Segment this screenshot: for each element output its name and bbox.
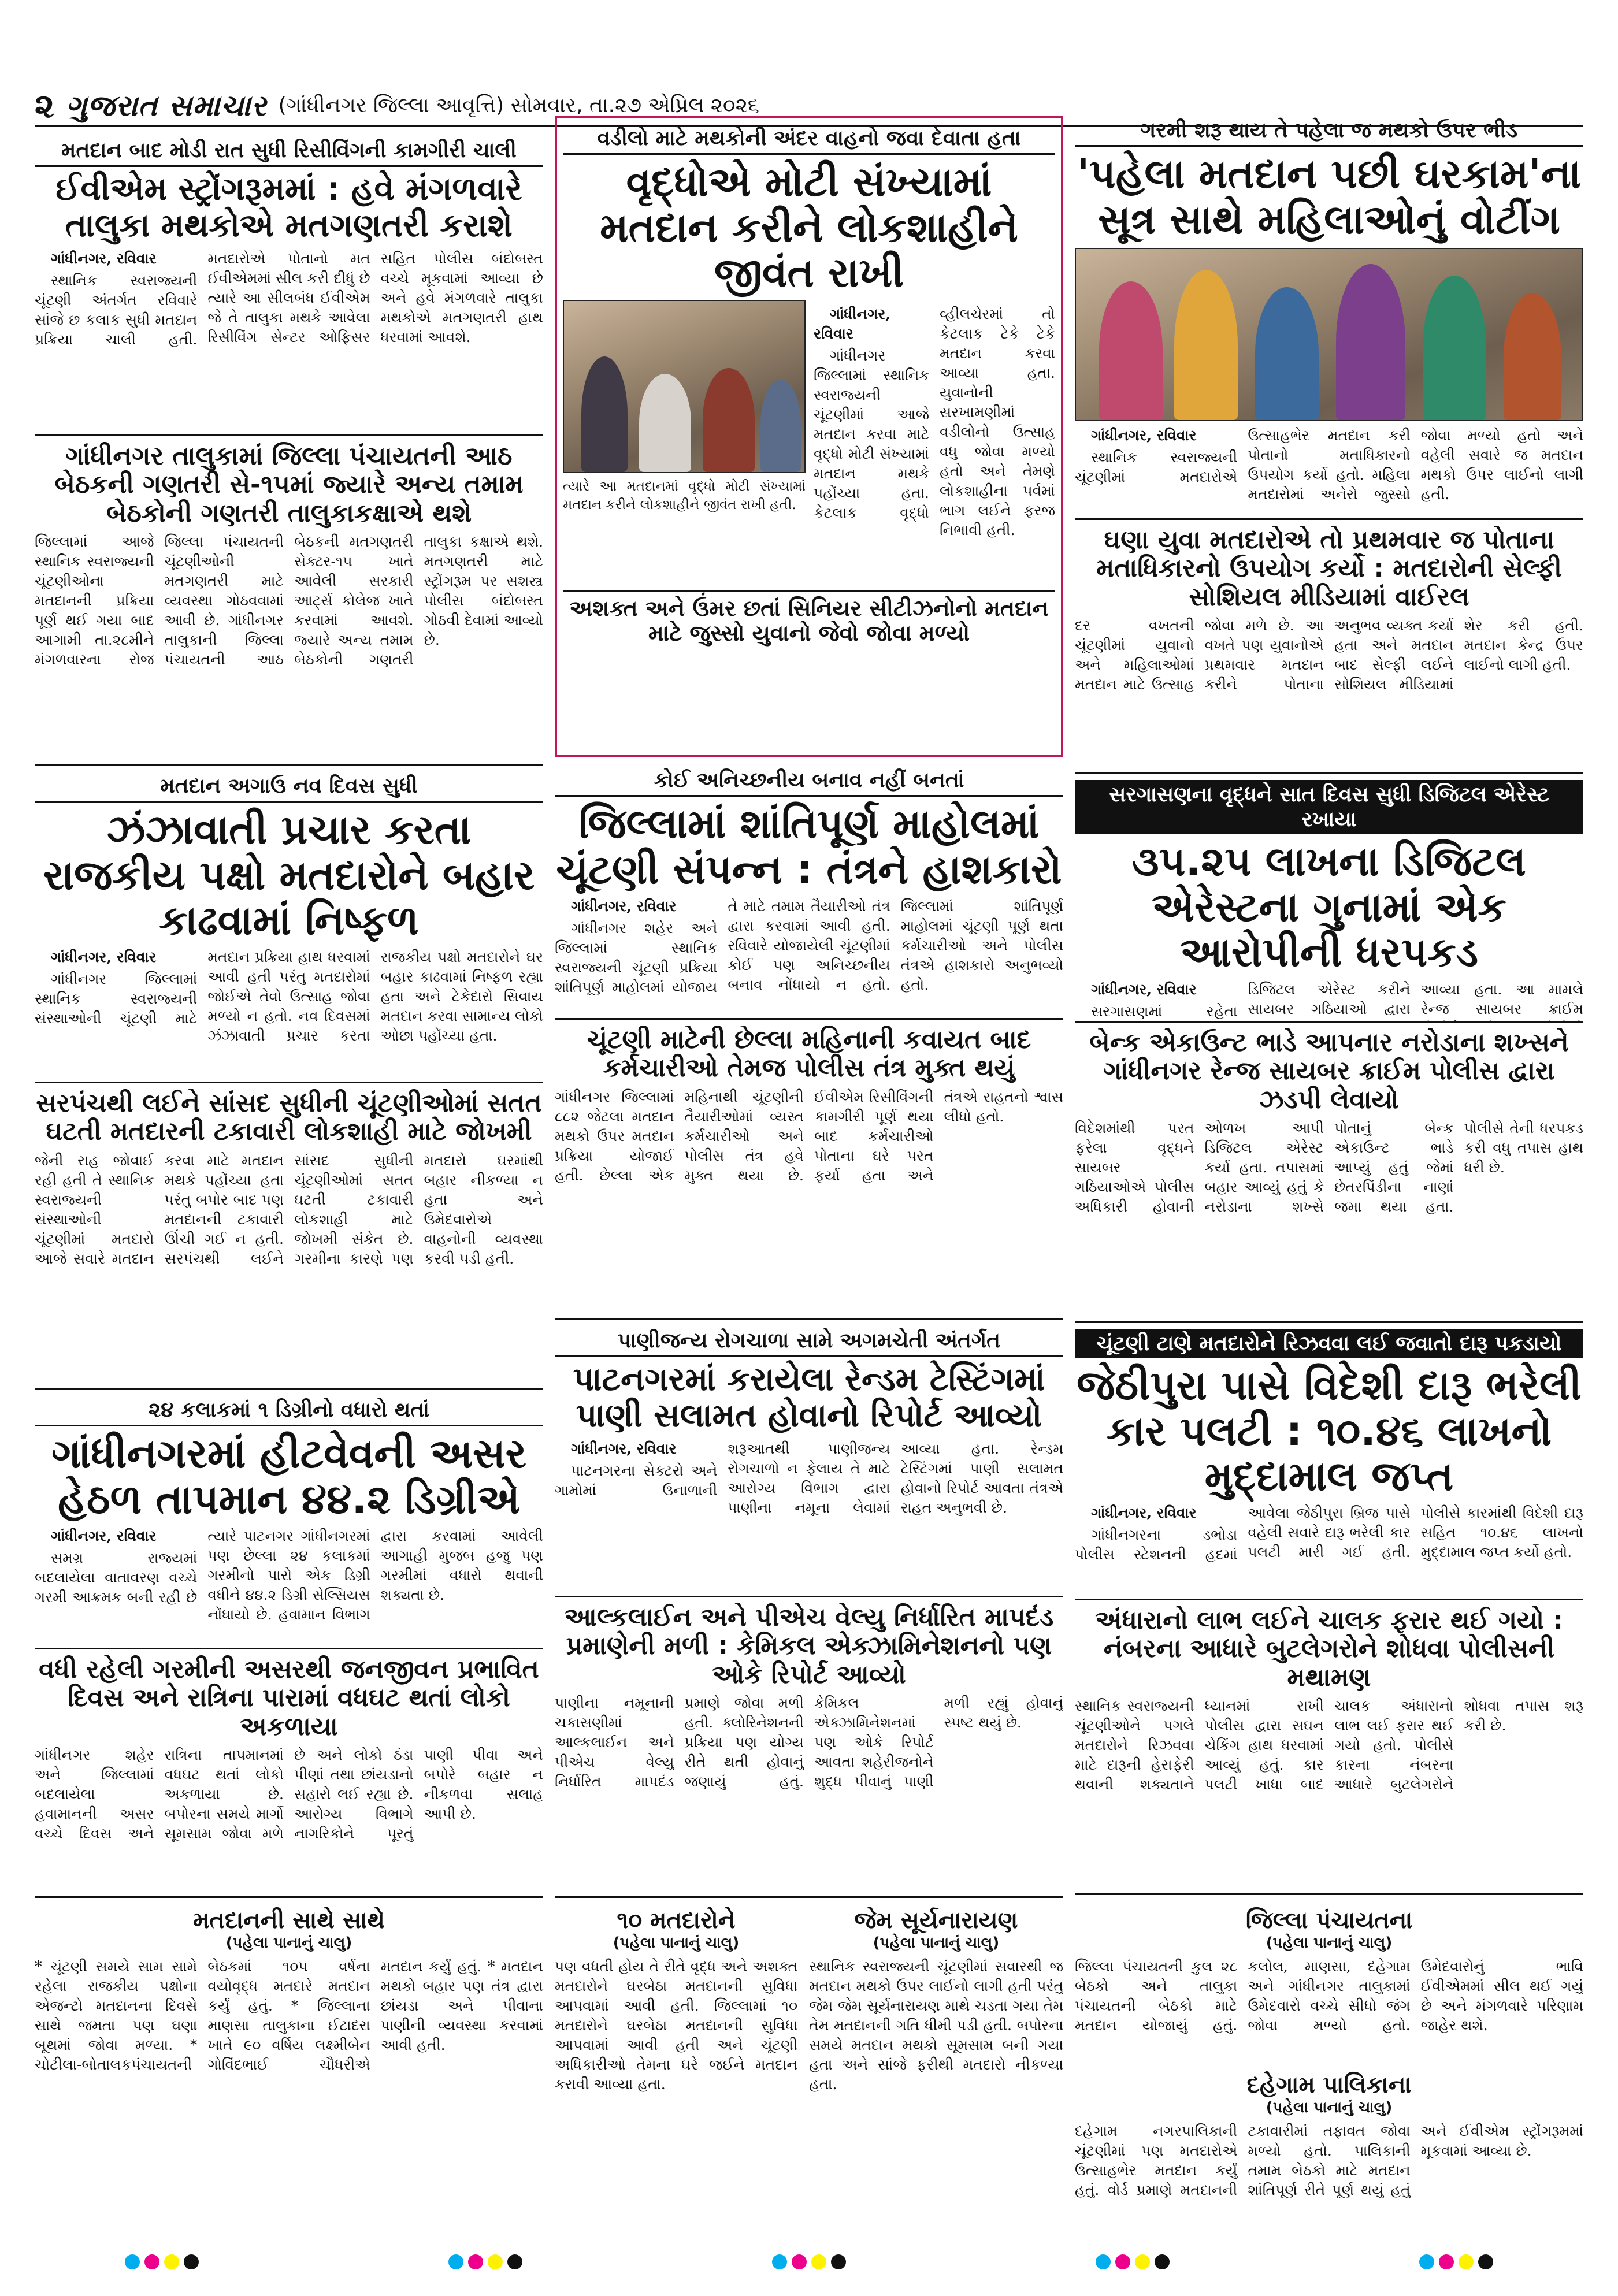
reg-dot-yellow <box>811 2254 826 2269</box>
article-body <box>1075 980 1583 1023</box>
women-voters-photo <box>1075 248 1583 421</box>
article-heat-impact <box>35 1655 543 1898</box>
headline: ગાંધીનગરમાં હીટવેવની અસર હેઠળ તાપમાન ૪૪.૨ ડિગ્રીએ <box>51 1430 526 1523</box>
body-text: સરગાસણમાં રહેતા ડિજિટલ એરેસ્ટ કરીને સાયબર ગઠિયાઓ દ્વારા આવ્યા હતા. આ મામલે રેન્જ સાયબર ક્રાઈમ <box>1091 980 1583 1020</box>
headline: ૩૫.૨૫ લાખના ડિજિટલ એરેસ્ટના ગુનામાં એક આરોપીની ધરપકડ <box>1132 838 1526 976</box>
registration-marks <box>0 2247 1618 2276</box>
photo-figure <box>1504 293 1561 420</box>
article-body <box>814 304 1055 582</box>
body-text: ગાંધીનગર શહેર અને જિલ્લામાં બદલાયેલા હવામાનની અસર વચ્ચે દિવસ અને રાત્રિના તાપમાનમાં વધઘટ થતાં લોકો અકળાયા છે. બપોરના સમયે માર્ગો સૂમસામ જોવા મળે છે અને લોકો ઠંડા પીણાં તથા છાંયડાનો સહારો લઈ રહ્યા છે. આરોગ્ય વિભાગે નાગરિકોને પૂરતું પાણી પીવા અને બપોરે બહાર ન નીકળવા સલાહ આપી છે. <box>35 1746 543 1842</box>
kicker: પાણીજન્ય રોગચાળા સામે અગમચેતી અંતર્ગત <box>555 1326 1063 1357</box>
reg-dot-yellow <box>488 2254 503 2269</box>
photo-figure <box>639 374 691 472</box>
continuation-title: જિલ્લા પંચાયતના <box>1245 1907 1413 1934</box>
body-text: જેની રાહ જોવાઈ રહી હતી તે સ્થાનિક સ્વરાજ્યની સંસ્થાઓની ચૂંટણીમાં મતદારો આજે સવારે મતદાન કરવા માટે મતદાન મથકે પહોંચ્યા હતા પરંતુ બપોર બાદ પણ મતદાનની ટકાવારી ઊંચી ગઈ ન હતી. સરપંચથી લઈને સાંસદ સુધીની ચૂંટણીઓમાં સતત ઘટતી ટકાવારી લોકશાહી માટે જોખમી સંકેત છે. ગરમીના કારણે પણ મતદારો ઘરમાંથી બહાર નીકળ્યા ન હતા અને ઉમેદવારોએ વાહનોની વ્યવસ્થા કરવી પડી હતી. <box>35 1151 543 1267</box>
continuation-sub: (પહેલા પાનાનું ચાલુ) <box>873 1934 1000 1952</box>
article-declining-turnout <box>35 1089 543 1390</box>
headline: ઘણા યુવા મતદારોએ તો પ્રથમવાર જ પોતાના મતાધિકારનો ઉપયોગ કર્યો : મતદારોની સેલ્ફી સોશિયલ મીડિયામાં વાઈરલ <box>1096 526 1562 612</box>
reg-dot-black <box>831 2254 846 2269</box>
body-text: સ્થાનિક સ્વરાજ્યની ચૂંટણીઓને પગલે મતદારોને રિઝવવા માટે દારૂની હેરાફેરી થવાની શક્યતાને ધ્યાનમાં રાખી પોલીસ દ્વારા સઘન ચેકિંગ હાથ ધરવામાં આવ્યું હતું. કાર પલટી ખાધા બાદ ચાલક અંધારાનો લાભ લઈ ફરાર થઈ ગયો હતો. પોલીસે કારના નંબરના આધારે બુટલેગરોને શોધવા તપાસ શરૂ કરી છે. <box>1075 1697 1583 1793</box>
headline: વૃદ્ધોએ મોટી સંખ્યામાં મતદાન કરીને લોકશાહીને જીવંત રાખી <box>600 158 1018 296</box>
continuation-title: જેમ સૂર્યનારાયણ <box>854 1907 1018 1934</box>
headline: ઈવીએમ સ્ટ્રોંગરૂમમાં : હવે મંગળવારે તાલુકા મથકોએ મતગણતરી કરાશે <box>55 170 522 244</box>
elderly-voters-photo <box>563 300 806 473</box>
continuation-title: મતદાનની સાથે સાથે <box>193 1907 385 1934</box>
reg-dot-cyan <box>1419 2254 1434 2269</box>
continuation-title: ૧૦ મતદારોને <box>617 1907 736 1934</box>
continuation-sub: (પહેલા પાનાનું ચાલુ) <box>613 1934 740 1952</box>
reg-dot-magenta <box>1439 2254 1454 2269</box>
kicker: ગરમી શરૂ થાય તે પહેલા જ મથકો ઉપર ભીડ <box>1075 116 1583 147</box>
reg-dot-yellow <box>1459 2254 1474 2269</box>
dateline: ગાંધીનગર, રવિવાર <box>571 897 677 915</box>
headline: આલ્કલાઈન અને પીએચ વેલ્યુ નિર્ધારિત માપદંડ પ્રમાણેની મળી : કેમિકલ એક્ઝામિનેશનનો પણ ઓકે રિપોર્ટ આવ્યો <box>564 1603 1054 1689</box>
body-text: જિલ્લા પંચાયતની કુલ ૨૮ બેઠકો અને તાલુકા પંચાયતની બેઠકો માટે મતદાન યોજાયું હતું. કલોલ, માણસા, દહેગામ અને ગાંધીનગર તાલુકામાં ઉમેદવારો વચ્ચે સીધો જંગ જોવા મળ્યો હતો. ઉમેદવારોનું ભાવિ ઈવીએમમાં સીલ થઈ ગયું છે અને મંગળવારે પરિણામ જાહેર થશે. <box>1075 1958 1583 2034</box>
reg-dot-black <box>184 2254 199 2269</box>
kicker: ૨૪ કલાકમાં ૧ ડિગ્રીનો વધારો થતાં <box>35 1395 543 1426</box>
body-text: પાણીના નમૂનાની ચકાસણીમાં આલ્કલાઈન અને પીએચ વેલ્યુ નિર્ધારિત માપદંડ પ્રમાણે જોવા મળી હતી. ક્લોરિનેશનની પ્રક્રિયા પણ યોગ્ય રીતે થતી હોવાનું જણાયું હતું. કેમિકલ એક્ઝામિનેશનમાં પણ ઓકે રિપોર્ટ આવતા શહેરીજનોને શુદ્ધ પીવાનું પાણી મળી રહ્યું હોવાનું સ્પષ્ટ થયું છે. <box>555 1694 1063 1790</box>
photo-figure <box>1423 276 1486 420</box>
body-text: * ચૂંટણી સમયે સામ સામે રહેલા રાજકીય પક્ષોના એજન્ટો મતદાનના દિવસે સાથે જમતા પણ ઘણા બૂથમાં જોવા મળ્યા. * ચોટીલા-બોતાલકપંચાયતની બેઠકમાં ૧૦૫ વર્ષના વયોવૃદ્ધ મતદારે મતદાન કર્યું હતું. * જિલ્લાના માણસા તાલુકાના ઈટાદરા ખાતે ૯૦ વર્ષિય લક્ષ્મીબેન ગોવિંદભાઈ ચૌધરીએ મતદાન કર્યું હતું. * મતદાન મથકો બહાર પણ તંત્ર દ્વારા છાંયડા અને પીવાના પાણીની વ્યવસ્થા કરવામાં આવી હતી. <box>35 1958 543 2073</box>
dateline: ગાંધીનગર, રવિવાર <box>51 1527 157 1544</box>
headline: જિલ્લામાં શાંતિપૂર્ણ માહોલમાં ચૂંટણી સંપન્ન : તંત્રને હાશકારો <box>556 800 1062 893</box>
photo-caption: ત્યારે આ મતદાનમાં વૃદ્ધો મોટી સંખ્યામાં મતદાન કરીને લોકશાહીને જીવંત રાખી હતી. <box>563 479 806 512</box>
body-text: ગાંધીનગર જિલ્લામાં સ્થાનિક સ્વરાજ્યની સંસ્થાઓની ચૂંટણી માટે મતદાન પ્રક્રિયા હાથ ધરવામાં આવી હતી પરંતુ મતદારોમાં જોઈએ તેવો ઉત્સાહ જોવા મળ્યો ન હતો. નવ દિવસમાં ઝંઝાવાતી પ્રચાર કરતા રાજકીય પક્ષો મતદારોને ઘર બહાર કાઢવામાં નિષ્ફળ રહ્યા હતા અને ટેકેદારો સિવાય મતદાન કરવા સામાન્ય લોકો ઓછા પહોંચ્યા હતા. <box>35 949 543 1045</box>
article-water-testing <box>555 1326 1063 1597</box>
edition-date: (ગાંધીનગર જિલ્લા આવૃત્તિ) સોમવાર, તા.૨૭ એપ્રિલ ૨૦૨૬ <box>278 94 759 117</box>
reg-dot-black <box>1478 2254 1493 2269</box>
body-text: વિદેશમાંથી પરત ફરેલા વૃદ્ધને સાયબર ગઠિયાઓએ પોલીસ અધિકારી હોવાની ઓળખ આપી ડિજિટલ એરેસ્ટ કર્યા હતા. તપાસમાં બહાર આવ્યું હતું કે નરોડાના શખ્સે પોતાનું બેન્ક એકાઉન્ટ ભાડે આપ્યું હતું જેમાં છેતરપિંડીના નાણાં જમા થયા હતા. પોલીસે તેની ધરપકડ કરી વધુ તપાસ હાથ ધરી છે. <box>1075 1119 1583 1215</box>
article-staff-relieved <box>555 1026 1063 1320</box>
article-counting-centres <box>35 442 543 766</box>
kicker: વડીલો માટે મથકોની અંદર વાહનો જવા દેવાતા હતા <box>563 124 1055 155</box>
headline: સરપંચથી લઈને સાંસદ સુધીની ચૂંટણીઓમાં સતત ઘટતી મતદારની ટકાવારી લોકશાહી માટે જોખમી <box>36 1089 542 1147</box>
article-body-row <box>563 300 1055 582</box>
reg-dot-cyan <box>125 2254 140 2269</box>
article-digital-arrest <box>1075 780 1583 1023</box>
continuation-sub: (પહેલા પાનાનું ચાલુ) <box>1266 1934 1393 1952</box>
continuation-sun <box>809 1907 1063 2236</box>
dateline: ગાંધીનગર, રવિવાર <box>814 306 891 343</box>
body-text: ગાંધીનગર જિલ્લામાં સ્થાનિક સ્વરાજ્યની ચૂંટણીમાં આજે મતદાન કરવા માટે વૃદ્ધો મોટી સંખ્યામાં મતદાન મથકે પહોંચ્યા હતા. કેટલાક વૃદ્ધો વ્હીલચેરમાં તો કેટલાક ટેકે ટેકે મતદાન કરવા આવ્યા હતા. યુવાનોની સરખામણીમાં વડીલોનો ઉત્સાહ વધુ જોવા મળ્યો હતો અને તેમણે લોકશાહીના પર્વમાં ભાગ લઈને ફરજ નિભાવી હતી. <box>814 306 1055 539</box>
body-text: સ્થાનિક સ્વરાજ્યની ચૂંટણીમાં મતદારોએ ઉત્સાહભેર મતદાન કરી પોતાનો મતાધિકારનો ઉપયોગ કર્યો હતો. મહિલા મતદારોમાં અનેરો જુસ્સો જોવા મળ્યો હતો અને વહેલી સવારે જ મતદાન મથકો ઉપર લાઈનો લાગી હતી. <box>1075 426 1583 503</box>
kicker: મતદાન અગાઉ નવ દિવસ સુધી <box>35 771 543 803</box>
article-evm-strongroom <box>35 136 543 436</box>
headline: ગાંધીનગર તાલુકામાં જિલ્લા પંચાયતની આઠ બેઠકની ગણતરી સે-૧૫માં જ્યારે અન્ય તમામ બેઠકોની ગણતરી તાલુકાકક્ષાએ થશે <box>54 442 524 528</box>
kicker: કોઈ અનિચ્છનીય બનાવ નહીં બનતાં <box>555 766 1063 797</box>
reg-mark-group <box>1096 2254 1170 2269</box>
dateline: ગાંધીનગર, રવિવાર <box>51 949 157 966</box>
continuation-district-panchayat <box>1075 1907 1583 2063</box>
body-text: સ્થાનિક સ્વરાજ્યની ચૂંટણીમાં સવારથી જ મતદાન મથકો ઉપર લાઈનો લાગી હતી પરંતુ જેમ જેમ સૂર્યનારાયણ માથે ચડતા ગયા તેમ તેમ મતદાનની ગતિ ધીમી પડી હતી. બપોરના સમયે મતદાન મથકો સૂમસામ બની ગયા હતા અને સાંજે ફરીથી મતદારો નીકળ્યા હતા. <box>809 1958 1063 2093</box>
kicker: ચૂંટણી ટાણે મતદારોને રિઝવવા લઈ જવાતો દારૂ પકડાયો <box>1075 1329 1583 1358</box>
article-women-voting <box>1075 116 1583 520</box>
dateline: ગાંધીનગર, રવિવાર <box>51 250 157 267</box>
reg-mark-group <box>125 2254 199 2269</box>
page-number: ૨ <box>35 86 55 125</box>
dateline: ગાંધીનગર, રવિવાર <box>1091 980 1197 998</box>
reg-dot-black <box>507 2254 522 2269</box>
reg-dot-black <box>1155 2254 1170 2269</box>
headline: પાટનગરમાં કરાયેલા રેન્ડમ ટેસ્ટિંગમાં પાણી સલામત હોવાનો રિપોર્ટ આવ્યો <box>573 1361 1045 1435</box>
article-bank-account <box>1075 1028 1583 1323</box>
headline: અંધારાનો લાભ લઈને ચાલક ફરાર થઈ ગયો : નંબરના આધારે બુટલેગરોને શોધવા પોલીસની મથામણ <box>1095 1606 1563 1692</box>
article-body <box>1075 426 1583 504</box>
photo-figure <box>1099 281 1163 420</box>
headline: વધી રહેલી ગરમીની અસરથી જનજીવન પ્રભાવિત દિવસ અને રાત્રિના પારામાં વધઘટ થતાં લોકો અકળાયા <box>39 1655 539 1741</box>
article-body <box>1075 1503 1583 1565</box>
photo-figure <box>760 380 801 472</box>
photo-figure <box>1174 270 1238 420</box>
reg-mark-group <box>1419 2254 1493 2269</box>
kicker: મતદાન બાદ મોડી રાત સુધી રિસીવિંગની કામગીરી ચાલી <box>35 136 543 167</box>
bottom-headline: અશક્ત અને ઉંમર છતાં સિનિયર સીટીઝનોનો મતદાન માટે જુસ્સો યુવાનો જેવો જોવા મળ્યો <box>563 590 1055 645</box>
photo-figure <box>1255 287 1319 420</box>
reg-dot-magenta <box>792 2254 807 2269</box>
headline: જેઠીપુરા પાસે વિદેશી દારૂ ભરેલી કાર પલટી : ૧૦.૪૬ લાખનો મુદ્દામાલ જપ્ત <box>1077 1362 1582 1500</box>
headline: બેન્ક એકાઉન્ટ ભાડે આપનાર નરોડાના શખ્સને ગાંધીનગર રેન્જ સાયબર ક્રાઈમ પોલીસ દ્વારા ઝડપી લેવાયો <box>1089 1028 1569 1114</box>
article-body <box>35 249 543 350</box>
body-text: દહેગામ નગરપાલિકાની ચૂંટણીમાં પણ મતદારોએ ઉત્સાહભેર મતદાન કર્યું હતું. વોર્ડ પ્રમાણે મતદાનની ટકાવારીમાં તફાવત જોવા મળ્યો હતો. પાલિકાની તમામ બેઠકો માટે મતદાન શાંતિપૂર્ણ રીતે પૂર્ણ થયું હતું અને ઈવીએમ સ્ટ્રોંગરૂમમાં મૂકવામાં આવ્યા છે. <box>1075 2123 1583 2198</box>
headline: ચૂંટણી માટેની છેલ્લા મહિનાની કવાયત બાદ કર્મચારીઓ તેમજ પોલીસ તંત્ર મુક્ત થયું <box>587 1026 1031 1083</box>
reg-dot-cyan <box>1096 2254 1111 2269</box>
reg-mark-group <box>448 2254 522 2269</box>
body-text: ગાંધીનગરના ડભોડા પોલીસ સ્ટેશનની હદમાં આવેલા જેઠીપુરા બ્રિજ પાસે વહેલી સવારે દારૂ ભરેલી કાર પલટી મારી ગઈ હતી. પોલીસે કારમાંથી વિદેશી દારૂ સહિત ૧૦.૪૬ લાખનો મુદ્દામાલ જપ્ત કર્યો હતો. <box>1075 1504 1583 1563</box>
reg-dot-magenta <box>468 2254 483 2269</box>
continuation-title: દહેગામ પાલિકાના <box>1246 2072 1412 2098</box>
kicker: સરગાસણના વૃદ્ધને સાત દિવસ સુધી ડિજિટલ એરેસ્ટ રખાયા <box>1075 780 1583 834</box>
body-text: સ્થાનિક સ્વરાજ્યની ચૂંટણી અંતર્ગત રવિવારે સાંજે છ કલાક સુધી મતદાન પ્રક્રિયા ચાલી હતી. મતદારોએ પોતાનો મત ઈવીએમમાં સીલ કરી દીધું છે ત્યારે આ સીલબંધ ઈવીએમ જે તે તાલુકા મથકે આવેલા રિસીવિંગ સેન્ટર ઓફિસર સહિત પોલીસ બંદોબસ્ત વચ્ચે મૂકવામાં આવ્યા છે અને હવે મંગળવારે તાલુકા મથકોએ મતગણતરી હાથ ધરવામાં આવશે. <box>35 250 543 348</box>
dateline: ગાંધીનગર, રવિવાર <box>1091 1504 1197 1522</box>
body-text: પણ વધતી હોય તે રીતે વૃદ્ધ અને અશક્ત મતદારોને ઘરબેઠા મતદાનની સુવિધા આપવામાં આવી હતી. જિલ્લામાં ૧૦ મતદારોને ઘરબેઠા મતદાનની સુવિધા આપવામાં આવી હતી અને ચૂંટણી અધિકારીઓ તેમના ઘરે જઈને મતદાન કરાવી આવ્યા હતા. <box>555 1958 797 2093</box>
body-text: ગાંધીનગર શહેર અને જિલ્લામાં સ્થાનિક સ્વરાજ્યની ચૂંટણી પ્રક્રિયા શાંતિપૂર્ણ માહોલમાં યોજાય તે માટે તમામ તૈયારીઓ તંત્ર દ્વારા કરવામાં આવી હતી. રવિવારે યોજાયેલી ચૂંટણીમાં કોઈ પણ અનિચ્છનીય બનાવ નોંધાયો ન હતો. જિલ્લામાં શાંતિપૂર્ણ માહોલમાં ચૂંટણી પૂર્ણ થતા કર્મચારીઓ અને પોલીસ તંત્રએ હાશકારો અનુભવ્યો હતો. <box>555 897 1063 995</box>
continuation-dehgam <box>1075 2071 1583 2236</box>
reg-dot-yellow <box>1135 2254 1150 2269</box>
body-text: દર વખતની ચૂંટણીમાં યુવાનો અને મહિલાઓમાં મતદાન માટે ઉત્સાહ જોવા મળે છે. આ વખતે પણ યુવાનોએ પ્રથમવાર મતદાન કરીને પોતાના અનુભવ વ્યક્ત કર્યા હતા અને મતદાન બાદ સેલ્ફી લઈને સોશિયલ મીડિયામાં શેર કરી હતી. મતદાન કેન્દ્ર ઉપર લાઈનો લાગી હતી. <box>1075 616 1583 693</box>
article-campaign-failed <box>35 771 543 1083</box>
continuation-ten-voters <box>555 1907 797 2236</box>
body-text: સમગ્ર રાજ્યમાં બદલાયેલા વાતાવરણ વચ્ચે ગરમી આક્રમક બની રહી છે ત્યારે પાટનગર ગાંધીનગરમાં પણ છેલ્લા ૨૪ કલાકમાં ગરમીનો પારો એક ડિગ્રી વધીને ૪૪.૨ ડિગ્રી સેલ્સિયસ નોંધાયો છે. હવામાન વિભાગ દ્વારા કરવામાં આવેલી આગાહી મુજબ હજુ પણ ગરમીમાં વધારો થવાની શક્યતા છે. <box>35 1527 543 1623</box>
photo-figure <box>581 356 628 472</box>
reg-dot-magenta <box>144 2254 159 2269</box>
continuation-sub: (પહેલા પાનાનું ચાલુ) <box>1266 2099 1393 2116</box>
reg-dot-cyan <box>448 2254 463 2269</box>
body-text: ગાંધીનગર જિલ્લામાં ૮૮૨ જેટલા મતદાન મથકો ઉપર મતદાન પ્રક્રિયા યોજાઈ હતી. છેલ્લા એક મહિનાથી ચૂંટણીની તૈયારીઓમાં વ્યસ્ત કર્મચારીઓ અને પોલીસ તંત્ર હવે મુક્ત થયા છે. ઈવીએમ રિસીવિંગની કામગીરી પૂર્ણ થયા બાદ કર્મચારીઓ પોતાના ઘરે પરત ફર્યા હતા અને તંત્રએ રાહતનો શ્વાસ લીધો હતો. <box>555 1088 1063 1184</box>
article-body <box>35 1526 543 1625</box>
photo-figure <box>1336 264 1405 420</box>
reg-dot-cyan <box>772 2254 787 2269</box>
dateline: ગાંધીનગર, રવિવાર <box>571 1440 677 1457</box>
reg-dot-magenta <box>1115 2254 1130 2269</box>
article-liquor-car <box>1075 1329 1583 1600</box>
article-youth-voters <box>1075 526 1583 774</box>
article-elderly-voters <box>555 116 1063 757</box>
headline: 'પહેલા મતદાન પછી ઘરકામ'ના સૂત્ર સાથે મહિલાઓનું વોટીંગ <box>1077 150 1582 243</box>
reg-dot-yellow <box>164 2254 179 2269</box>
article-peaceful-election <box>555 766 1063 1020</box>
article-body <box>555 1439 1063 1518</box>
body-text: પાટનગરના સેક્ટરો અને ગામોમાં ઉનાળાની શરૂઆતથી પાણીજન્ય રોગચાળો ન ફેલાય તે માટે આરોગ્ય વિભાગ દ્વારા પાણીના નમૂના લેવામાં આવ્યા હતા. રેન્ડમ ટેસ્ટિંગમાં પાણી સલામત હોવાનો રિપોર્ટ આવતા તંત્રએ રાહત અનુભવી છે. <box>555 1440 1063 1516</box>
continuation-voting <box>35 1907 543 2236</box>
article-body <box>555 897 1063 997</box>
article-heatwave <box>35 1395 543 1649</box>
article-bootleggers <box>1075 1606 1583 1895</box>
article-body <box>35 948 543 1046</box>
paper-name: ગુજરાત સમાચાર <box>66 88 267 122</box>
reg-mark-group <box>772 2254 846 2269</box>
dateline: ગાંધીનગર, રવિવાર <box>1091 426 1197 444</box>
photo-figure <box>703 368 755 472</box>
photo-block <box>563 300 806 582</box>
article-water-ph <box>555 1603 1063 1898</box>
continuation-sub: (પહેલા પાનાનું ચાલુ) <box>225 1934 352 1952</box>
headline: ઝંઝાવાતી પ્રચાર કરતા રાજકીય પક્ષો મતદારોને બહાર કાઢવામાં નિષ્ફળ <box>43 806 535 944</box>
body-text: જિલ્લામાં આજે સ્થાનિક સ્વરાજ્યની ચૂંટણીઓના મતદાનની પ્રક્રિયા પૂર્ણ થઈ ગયા બાદ આગામી તા.૨૮મીને મંગળવારના રોજ જિલ્લા પંચાયતની ચૂંટણીઓની મતગણતરી માટે વ્યવસ્થા ગોઠવવામાં આવી છે. ગાંધીનગર તાલુકાની જિલ્લા પંચાયતની આઠ બેઠકની મતગણતરી સેક્ટર-૧૫ ખાતે આવેલી સરકારી આર્ટ્સ કોલેજ ખાતે કરવામાં આવશે. જ્યારે અન્ય તમામ બેઠકોની ગણતરી તાલુકા કક્ષાએ થશે. મતગણતરી માટે સ્ટ્રોંગરૂમ પર સશસ્ત્ર પોલીસ બંદોબસ્ત ગોઠવી દેવામાં આવ્યો છે. <box>35 533 543 668</box>
